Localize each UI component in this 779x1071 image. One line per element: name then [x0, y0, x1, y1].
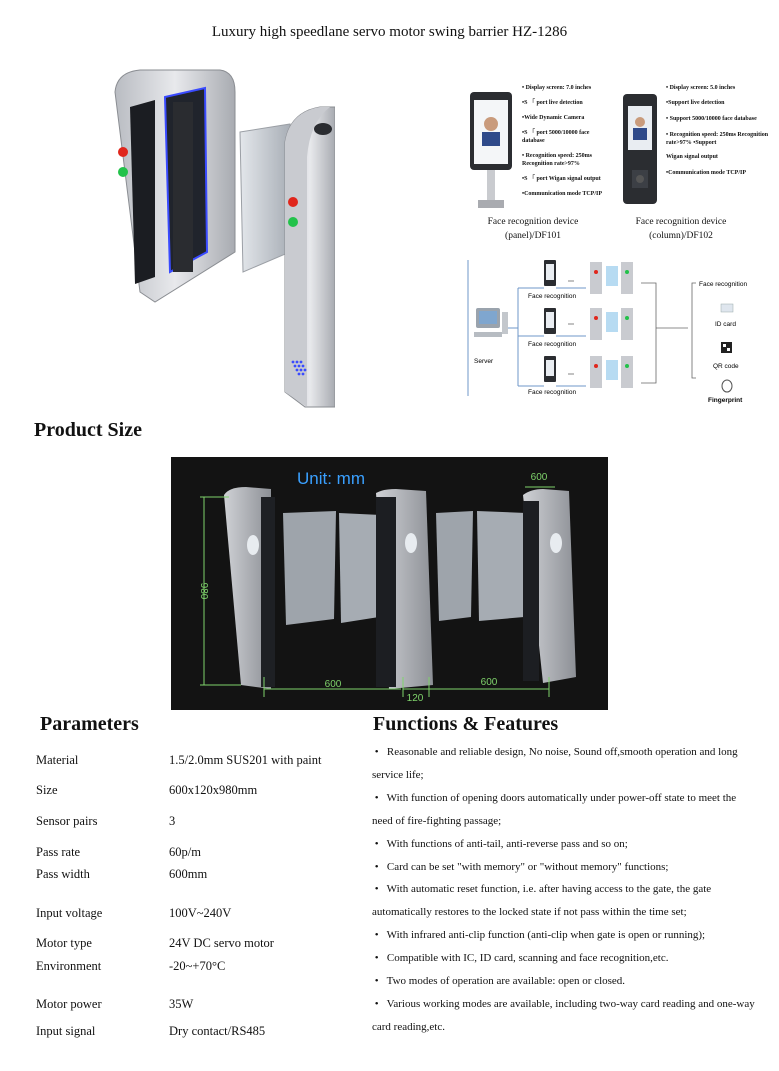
gap-dimension: 120 [406, 693, 424, 704]
feature-text: With infrared anti-clip function (anti-clip when gate is open or running); [386, 929, 706, 942]
height-dimension: 980 [198, 582, 209, 600]
spec-line: • Recognition speed: 250ms Recognition rate>97% [522, 153, 592, 167]
param-label: Pass rate [36, 845, 81, 859]
param-label: Environment [36, 959, 102, 973]
param-label: Motor power [36, 997, 102, 1011]
dimensions-diagram [171, 457, 608, 710]
fingerprint-icon [722, 380, 732, 392]
feature-text: Two modes of operation are available: open or closed. [386, 975, 626, 988]
caption-line: (panel)/DF101 [505, 231, 561, 241]
method-label: Fingerprint [708, 397, 743, 404]
feature-text: Various working modes are available, including two-way card reading and one-way card reading,etc. [372, 997, 755, 1033]
page-title: Luxury high speedlane servo motor swing barrier HZ-1286 [211, 24, 568, 40]
method-label: Face recognition [699, 281, 748, 288]
gate-icon [590, 308, 633, 340]
param-label: Material [36, 753, 79, 767]
spec-line: • Recognition speed: 250ms Recognition rate>97% •Support [666, 132, 769, 146]
spec-line: • Display screen: 5.0 inches [666, 85, 736, 91]
method-label: QR code [713, 363, 739, 370]
device1-specs [522, 84, 612, 198]
feature-item: • With function of opening doors automatically under power-off state to meet the need of fire-fighting passage; [372, 791, 737, 827]
feature-item: • With infrared anti-clip function (anti-clip when gate is open or running); [372, 929, 706, 942]
feature-item: • Reasonable and reliable design, No noise, Sound off,smooth operation and long service life; [372, 746, 738, 781]
param-value: 60p/m [169, 845, 201, 859]
param-label: Size [36, 783, 58, 797]
unit-label: Unit: mm [297, 469, 365, 488]
param-label: Input voltage [36, 906, 103, 920]
feature-item: • With automatic reset function, i.e. after having access to the gate, the gate automatically restores to the locked state if not pass within the time set; [372, 883, 712, 919]
param-value: 24V DC servo motor [169, 936, 274, 950]
row-label: Face recognition [528, 341, 577, 348]
system-flow-diagram [466, 258, 766, 408]
feature-text: Card can be set "with memory" or "without memory" functions; [386, 860, 669, 873]
face-device-panel-image [466, 88, 516, 213]
parameters-heading: Parameters [40, 713, 139, 735]
top-width-dimension: 600 [530, 472, 548, 483]
device2-specs [666, 84, 776, 177]
spec-line: •S 「 port 5000/10000 face database [522, 130, 590, 144]
param-value: Dry contact/RS485 [169, 1024, 266, 1038]
features-list [372, 741, 757, 1039]
feature-item: • Card can be set "with memory" or "without memory" functions; [372, 860, 669, 873]
functions-heading: Functions & Features [373, 713, 559, 735]
spec-line: • Support 5000/10000 face database [666, 116, 757, 122]
spec-line: •S 「 port live detection [522, 100, 583, 106]
spec-line: •Communication mode TCP/IP [666, 170, 746, 176]
caption-line: Face recognition device [487, 217, 579, 227]
feature-text: Compatible with IC, ID card, scanning and face recognition,etc. [386, 952, 669, 965]
gate-icon [590, 356, 633, 388]
feature-text: With automatic reset function, i.e. after having access to the gate, the gate automatically restores to the locked state if not pass within the time set; [372, 883, 712, 919]
method-label: ID card [715, 321, 736, 328]
param-value: 600x120x980mm [169, 783, 258, 797]
id-card-icon [721, 304, 733, 312]
spec-line: • Display screen: 7.0 inches [522, 85, 592, 91]
param-value: 100V~240V [169, 906, 232, 920]
param-value: 3 [169, 814, 176, 828]
gate-icon [590, 262, 633, 294]
param-label: Sensor pairs [36, 814, 98, 828]
caption-line: Face recognition device [635, 217, 727, 227]
feature-item: • Compatible with IC, ID card, scanning and face recognition,etc. [372, 952, 669, 965]
server-label: Server [474, 358, 494, 365]
qr-code-icon [721, 342, 732, 353]
feature-text: Reasonable and reliable design, No noise, Sound off,smooth operation and long service life; [372, 746, 738, 781]
spec-line: •Support live detection [666, 100, 725, 106]
device2-caption [616, 215, 746, 243]
row-label: Face recognition [528, 389, 577, 396]
feature-text: With functions of anti-tail, anti-reverse pass and so on; [386, 837, 628, 850]
spec-line: •Wide Dynamic Camera [522, 115, 585, 121]
param-value: 1.5/2.0mm SUS201 with paint [169, 753, 322, 767]
param-value: 600mm [169, 867, 208, 881]
feature-item: • Various working modes are available, including two-way card reading and one-way card reading,etc. [372, 997, 755, 1033]
feature-item: • With functions of anti-tail, anti-reverse pass and so on; [372, 837, 628, 850]
param-label: Pass width [36, 867, 90, 881]
spec-line: •S 「 port Wigan signal output [522, 176, 601, 182]
face-device-column-image [620, 92, 660, 207]
width-dimension-right: 600 [480, 677, 498, 688]
spec-line: Wigan signal output [666, 154, 718, 160]
product-size-heading: Product Size [34, 419, 142, 441]
width-dimension-left: 600 [324, 679, 342, 690]
feature-item: • Two modes of operation are available: open or closed. [372, 975, 626, 988]
row-label: Face recognition [528, 293, 577, 300]
param-label: Motor type [36, 936, 92, 950]
device1-caption [468, 215, 598, 243]
param-label: Input signal [36, 1024, 96, 1038]
spec-line: •Communication mode TCP/IP [522, 191, 602, 197]
param-value: -20~+70°C [169, 959, 226, 973]
caption-line: (column)/DF102 [649, 231, 713, 241]
swing-barrier-image [95, 62, 335, 412]
feature-text: With function of opening doors automatically under power-off state to meet the need of fire-fighting passage; [372, 791, 737, 827]
param-value: 35W [169, 997, 194, 1011]
